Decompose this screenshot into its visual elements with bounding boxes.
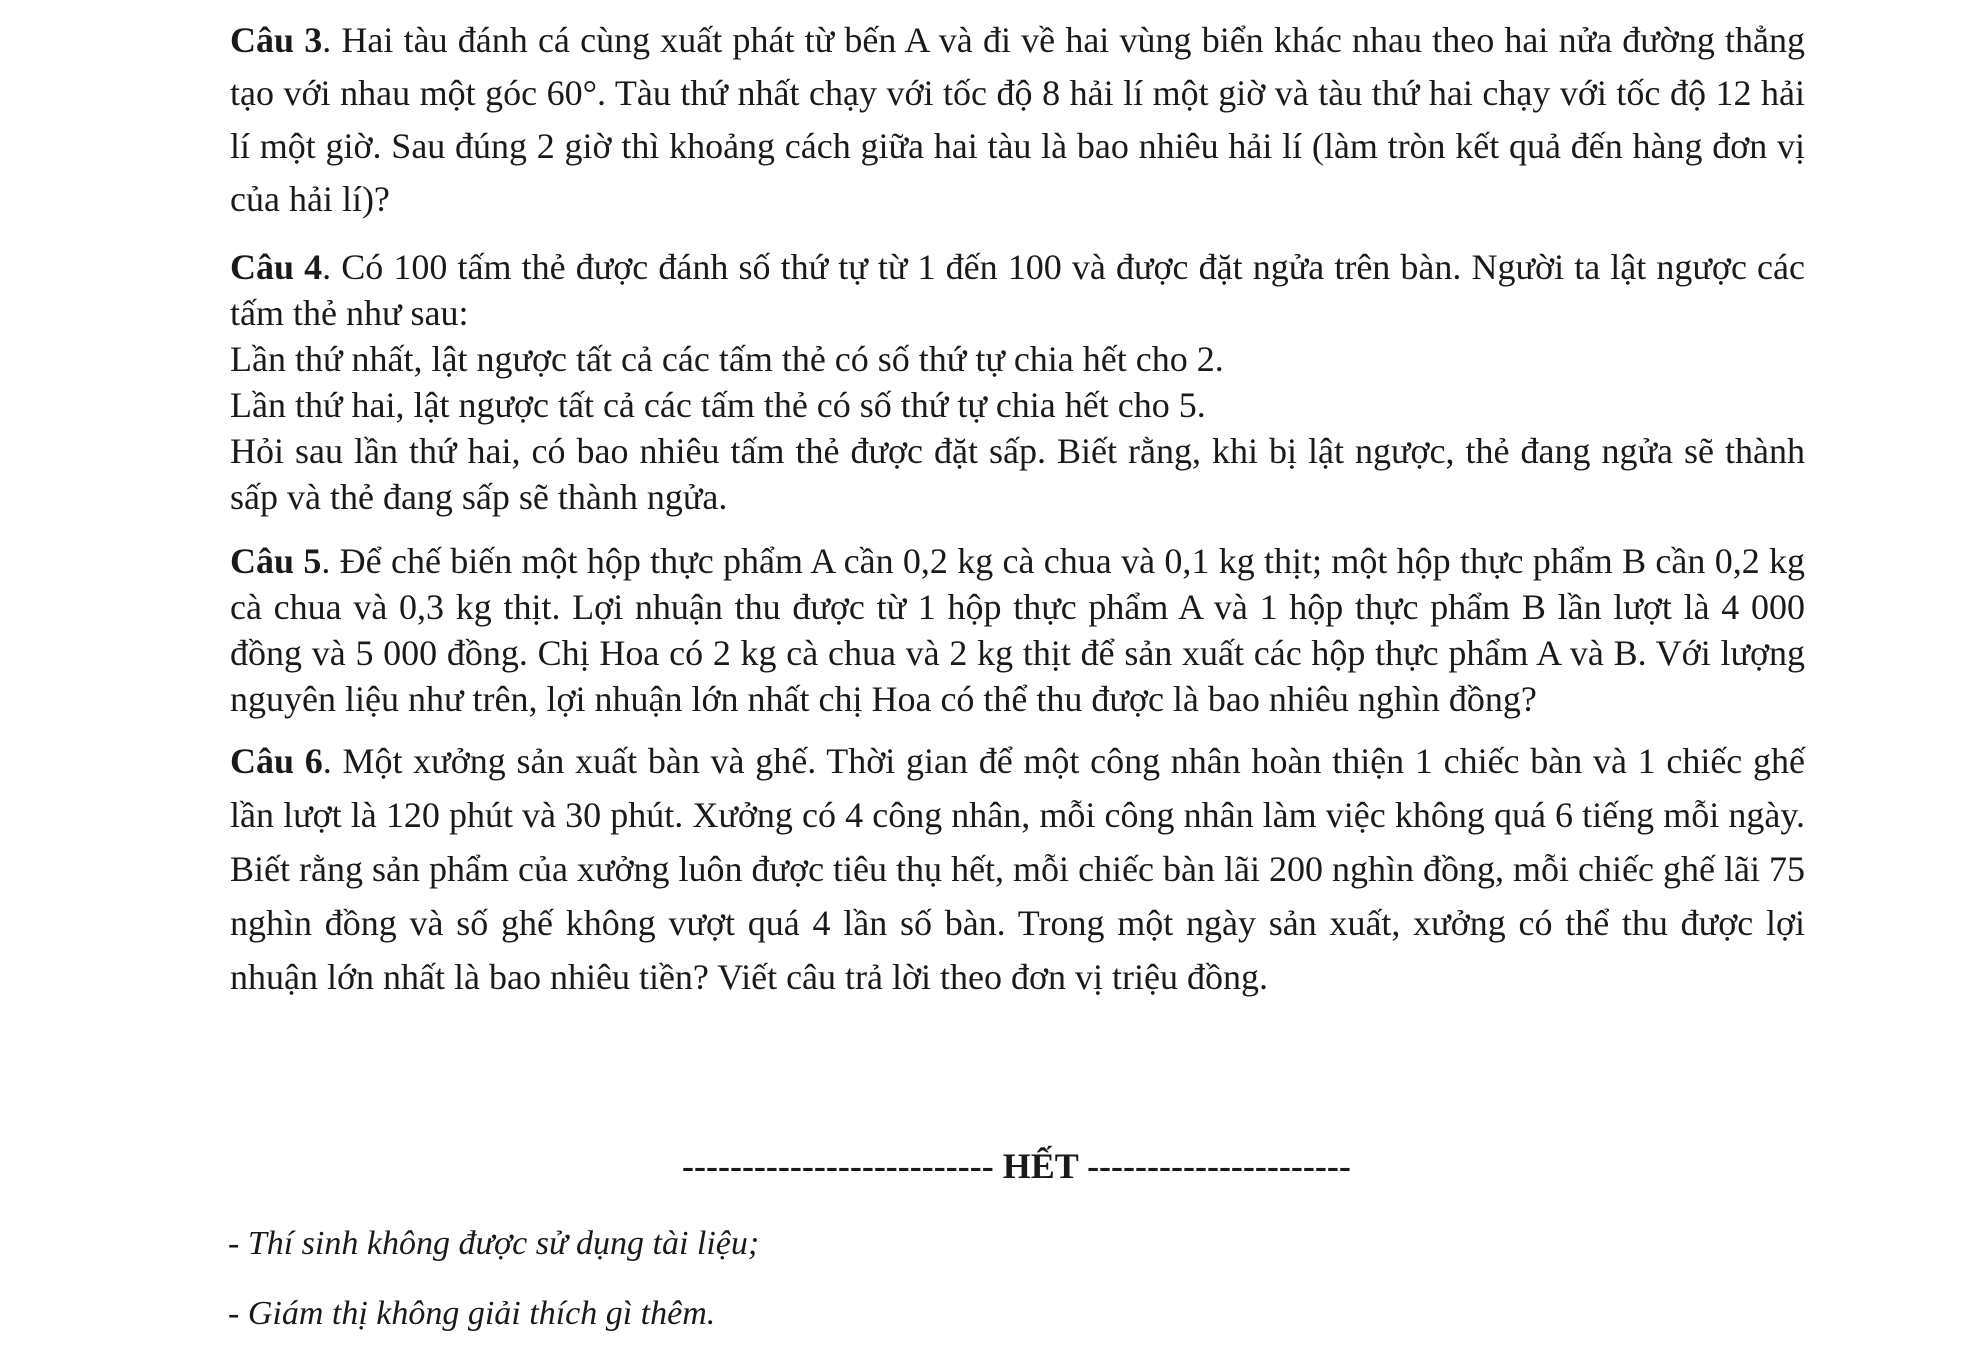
question-3: Câu 3. Hai tàu đánh cá cùng xuất phát từ bến A và đi về hai vùng biển khác nhau theo hai nửa đường thẳng tạo với nhau một góc 60°. Tàu thứ nhất chạy với tốc độ 8 hải lí một giờ và tàu thứ hai chạy với tốc độ 12 hải lí một giờ. Sau đúng 2 giờ thì khoảng cách giữa hai tàu là bao nhiêu hải lí (làm tròn kết quả đến hàng đơn vị của hải lí)? bbox=[230, 20, 1805, 219]
exam-page bbox=[230, 14, 1805, 1004]
question-4-line-3: Hỏi sau lần thứ hai, có bao nhiêu tấm thẻ được đặt sấp. Biết rằng, khi bị lật ngược, thẻ đang ngửa sẽ thành sấp và thẻ đang sấp sẽ thành ngửa. bbox=[230, 431, 1805, 517]
question-3-text: Hai tàu đánh cá cùng xuất phát từ bến A và đi về hai vùng biển khác nhau theo hai nửa đường thẳng tạo với nhau một góc 60°. Tàu thứ nhất chạy với tốc độ 8 hải lí một giờ và tàu thứ hai chạy với tốc độ 12 hải lí một giờ. Sau đúng 2 giờ thì khoảng cách giữa hai tàu là bao nhiêu hải lí (làm tròn kết quả đến hàng đơn vị của hải lí)? bbox=[230, 20, 1805, 219]
question-6: Câu 6. Một xưởng sản xuất bàn và ghế. Thời gian để một công nhân hoàn thiện 1 chiếc bàn và 1 chiếc ghế lần lượt là 120 phút và 30 phút. Xưởng có 4 công nhân, mỗi công nhân làm việc không quá 6 tiếng mỗi ngày. Biết rằng sản phẩm của xưởng luôn được tiêu thụ hết, mỗi chiếc bàn lãi 200 nghìn đồng, mỗi chiếc ghế lãi 75 nghìn đồng và số ghế không vượt quá 4 lần số bàn. Trong một ngày sản xuất, xưởng có thể thu được lợi nhuận lớn nhất là bao nhiêu tiền? Viết câu trả lời theo đơn vị triệu đồng. bbox=[230, 741, 1805, 997]
question-4-line-1: Lần thứ nhất, lật ngược tất cả các tấm thẻ có số thứ tự chia hết cho 2. bbox=[230, 339, 1224, 379]
question-5-text: Để chế biến một hộp thực phẩm A cần 0,2 kg cà chua và 0,1 kg thịt; một hộp thực phẩm B cần 0,2 kg cà chua và 0,3 kg thịt. Lợi nhuận thu được từ 1 hộp thực phẩm A và 1 hộp thực phẩm B lần lượt là 4 000 đồng và 5 000 đồng. Chị Hoa có 2 kg cà chua và 2 kg thịt để sản xuất các hộp thực phẩm A và B. Với lượng nguyên liệu như trên, lợi nhuận lớn nhất chị Hoa có thể thu được là bao nhiêu nghìn đồng? bbox=[230, 541, 1806, 719]
note-no-explanation: - Giám thị không giải thích gì thêm. bbox=[228, 1295, 716, 1332]
question-5-label: Câu 5 bbox=[230, 541, 322, 581]
question-4-label: Câu 4 bbox=[230, 247, 323, 287]
question-3-label: Câu 3 bbox=[230, 20, 323, 60]
end-marker: -------------------------- HẾT ---------------------- bbox=[682, 1146, 1351, 1186]
note-no-materials: - Thí sinh không được sử dụng tài liệu; bbox=[228, 1225, 760, 1262]
question-6-label: Câu 6 bbox=[230, 741, 323, 781]
question-5: Câu 5. Để chế biến một hộp thực phẩm A cần 0,2 kg cà chua và 0,1 kg thịt; một hộp thực phẩm B cần 0,2 kg cà chua và 0,3 kg thịt. Lợi nhuận thu được từ 1 hộp thực phẩm A và 1 hộp thực phẩm B lần lượt là 4 000 đồng và 5 000 đồng. Chị Hoa có 2 kg cà chua và 2 kg thịt để sản xuất các hộp thực phẩm A và B. Với lượng nguyên liệu như trên, lợi nhuận lớn nhất chị Hoa có thể thu được là bao nhiêu nghìn đồng? bbox=[230, 541, 1806, 719]
question-4-text: Có 100 tấm thẻ được đánh số thứ tự từ 1 đến 100 và được đặt ngửa trên bàn. Người ta lật ngược các tấm thẻ như sau: bbox=[230, 247, 1805, 333]
question-6-text: Một xưởng sản xuất bàn và ghế. Thời gian để một công nhân hoàn thiện 1 chiếc bàn và 1 chiếc ghế lần lượt là 120 phút và 30 phút. Xưởng có 4 công nhân, mỗi công nhân làm việc không quá 6 tiếng mỗi ngày. Biết rằng sản phẩm của xưởng luôn được tiêu thụ hết, mỗi chiếc bàn lãi 200 nghìn đồng, mỗi chiếc ghế lãi 75 nghìn đồng và số ghế không vượt quá 4 lần số bàn. Trong một ngày sản xuất, xưởng có thể thu được lợi nhuận lớn nhất là bao nhiêu tiền? Viết câu trả lời theo đơn vị triệu đồng. bbox=[230, 741, 1805, 997]
question-4: Câu 4. Có 100 tấm thẻ được đánh số thứ tự từ 1 đến 100 và được đặt ngửa trên bàn. Người ta lật ngược các tấm thẻ như sau: Lần thứ nhất, lật ngược tất cả các tấm thẻ có số thứ tự chia hết cho 2. Lần thứ hai, lật ngược tất cả các tấm thẻ có số thứ tự chia hết cho 5. Hỏi sau lần thứ hai, có bao nhiêu tấm thẻ được đặt sấp. Biết rằng, khi bị lật ngược, thẻ đang ngửa sẽ thành sấp và thẻ đang sấp sẽ thành ngửa. bbox=[230, 244, 1805, 520]
question-4-line-2: Lần thứ hai, lật ngược tất cả các tấm thẻ có số thứ tự chia hết cho 5. bbox=[230, 385, 1206, 425]
